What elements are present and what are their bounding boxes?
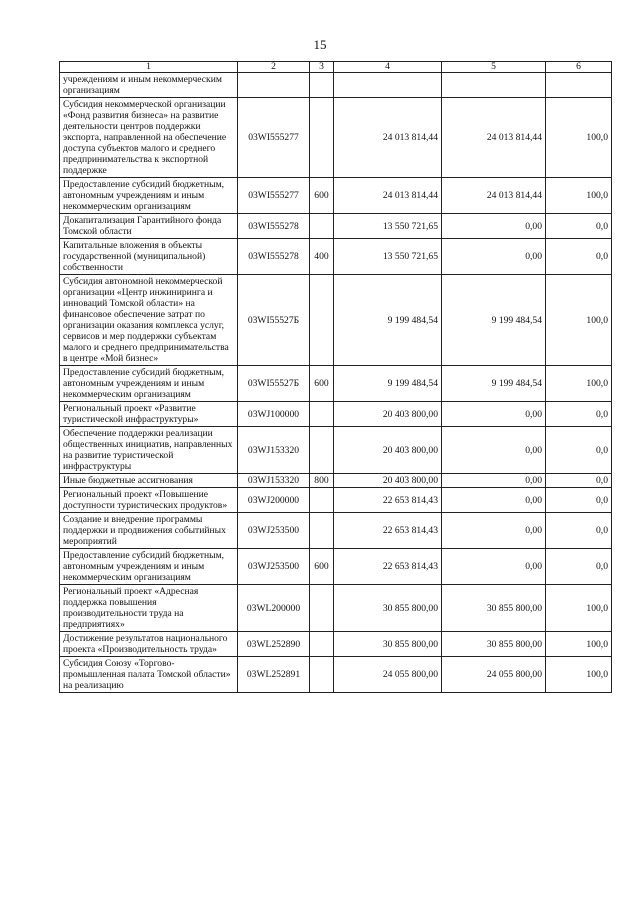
row-percent: 100,0 xyxy=(546,632,612,657)
table-row xyxy=(60,275,612,366)
header-col-3: 3 xyxy=(310,62,334,73)
row-fact: 9 199 484,54 xyxy=(442,275,546,366)
row-type xyxy=(310,632,334,657)
table-row xyxy=(60,366,612,402)
row-name: Региональный проект «Адресная поддержка повышения производительности труда на предприятиях» xyxy=(60,585,238,632)
table-row xyxy=(60,513,612,549)
table-row xyxy=(60,98,612,178)
row-type xyxy=(310,275,334,366)
row-percent: 0,0 xyxy=(546,402,612,427)
row-name: Субсидия автономной некоммерческой организации «Центр инжиниринга и инноваций Томской области» на финансовое обеспечение затрат по организации оказания комплекса услуг, сервисов и мер поддержки субъектам малого и среднего предпринимательства в центре «Мой бизнес» xyxy=(60,275,238,366)
row-fact: 0,00 xyxy=(442,488,546,513)
header-col-2: 2 xyxy=(238,62,310,73)
row-name: Иные бюджетные ассигнования xyxy=(60,474,238,488)
row-type xyxy=(310,657,334,693)
header-col-1: 1 xyxy=(60,62,238,73)
row-code: 03WJ253500 xyxy=(238,549,310,585)
row-name: Обеспечение поддержки реализации общественных инициатив, направленных на развитие туристической инфраструктуры xyxy=(60,427,238,474)
row-name: Региональный проект «Развитие туристической инфраструктуры» xyxy=(60,402,238,427)
row-fact: 0,00 xyxy=(442,513,546,549)
row-code: 03WJ253500 xyxy=(238,513,310,549)
row-percent xyxy=(546,73,612,98)
row-plan: 13 550 721,65 xyxy=(334,214,442,239)
row-type xyxy=(310,585,334,632)
header-col-5: 5 xyxy=(442,62,546,73)
row-plan: 20 403 800,00 xyxy=(334,402,442,427)
row-percent: 100,0 xyxy=(546,178,612,214)
row-percent: 0,0 xyxy=(546,549,612,585)
header-col-4: 4 xyxy=(334,62,442,73)
table-row xyxy=(60,178,612,214)
row-plan: 9 199 484,54 xyxy=(334,275,442,366)
row-type xyxy=(310,488,334,513)
row-code: 03WL252890 xyxy=(238,632,310,657)
row-code: 03WJ200000 xyxy=(238,488,310,513)
row-fact: 30 855 800,00 xyxy=(442,585,546,632)
row-percent: 100,0 xyxy=(546,657,612,693)
row-code: 03WI555277 xyxy=(238,98,310,178)
row-fact: 24 013 814,44 xyxy=(442,98,546,178)
row-fact: 9 199 484,54 xyxy=(442,366,546,402)
row-plan: 30 855 800,00 xyxy=(334,632,442,657)
row-fact: 0,00 xyxy=(442,214,546,239)
row-fact: 0,00 xyxy=(442,474,546,488)
table-row xyxy=(60,632,612,657)
row-name: Субсидия некоммерческой организации «Фонд развития бизнеса» на развитие деятельности центров поддержки экспорта, направленной на обеспечение доступа субъектов малого и среднего предпринимательства к экспортной поддержке xyxy=(60,98,238,178)
row-name: Достижение результатов национального проекта «Производительность труда» xyxy=(60,632,238,657)
row-name: Региональный проект «Повышение доступности туристических продуктов» xyxy=(60,488,238,513)
row-name: Предоставление субсидий бюджетным, автономным учреждениям и иным некоммерческим организациям xyxy=(60,366,238,402)
row-percent: 100,0 xyxy=(546,585,612,632)
table-row xyxy=(60,549,612,585)
row-name: Предоставление субсидий бюджетным, автономным учреждениям и иным некоммерческим организациям xyxy=(60,549,238,585)
row-fact xyxy=(442,73,546,98)
row-percent: 0,0 xyxy=(546,488,612,513)
row-percent: 100,0 xyxy=(546,366,612,402)
row-name: Предоставление субсидий бюджетным, автономным учреждениям и иным некоммерческим организациям xyxy=(60,178,238,214)
row-plan: 9 199 484,54 xyxy=(334,366,442,402)
row-code: 03WL252891 xyxy=(238,657,310,693)
row-plan: 24 013 814,44 xyxy=(334,98,442,178)
row-type xyxy=(310,98,334,178)
row-type: 400 xyxy=(310,239,334,275)
row-type xyxy=(310,427,334,474)
table-row xyxy=(60,402,612,427)
row-fact: 0,00 xyxy=(442,239,546,275)
row-type: 800 xyxy=(310,474,334,488)
row-percent: 0,0 xyxy=(546,427,612,474)
row-percent: 0,0 xyxy=(546,474,612,488)
table-row xyxy=(60,214,612,239)
row-code: 03WI55527Б xyxy=(238,275,310,366)
row-code: 03WJ100000 xyxy=(238,402,310,427)
table-row xyxy=(60,474,612,488)
row-percent: 0,0 xyxy=(546,239,612,275)
row-percent: 100,0 xyxy=(546,98,612,178)
row-name: Создание и внедрение программы поддержки и продвижения событийных мероприятий xyxy=(60,513,238,549)
row-fact: 30 855 800,00 xyxy=(442,632,546,657)
row-plan: 22 653 814,43 xyxy=(334,513,442,549)
row-fact: 24 013 814,44 xyxy=(442,178,546,214)
row-type: 600 xyxy=(310,366,334,402)
row-code: 03WI555277 xyxy=(238,178,310,214)
row-fact: 0,00 xyxy=(442,427,546,474)
row-fact: 24 055 800,00 xyxy=(442,657,546,693)
row-type xyxy=(310,513,334,549)
row-fact: 0,00 xyxy=(442,549,546,585)
row-name: Докапитализация Гарантийного фонда Томской области xyxy=(60,214,238,239)
row-type: 600 xyxy=(310,549,334,585)
table-row xyxy=(60,657,612,693)
row-percent: 0,0 xyxy=(546,513,612,549)
table-row xyxy=(60,585,612,632)
table-row xyxy=(60,427,612,474)
row-code: 03WI555278 xyxy=(238,214,310,239)
row-code xyxy=(238,73,310,98)
row-code: 03WJ153320 xyxy=(238,427,310,474)
row-plan: 24 055 800,00 xyxy=(334,657,442,693)
page-number: 15 xyxy=(313,37,327,52)
row-plan: 22 653 814,43 xyxy=(334,549,442,585)
row-plan: 30 855 800,00 xyxy=(334,585,442,632)
header-row xyxy=(60,62,612,73)
header-col-6: 6 xyxy=(546,62,612,73)
row-name: Субсидия Союзу «Торгово-промышленная палата Томской области» на реализацию xyxy=(60,657,238,693)
table-row xyxy=(60,488,612,513)
row-type: 600 xyxy=(310,178,334,214)
row-plan: 20 403 800,00 xyxy=(334,427,442,474)
row-percent: 0,0 xyxy=(546,214,612,239)
table-row xyxy=(60,239,612,275)
row-percent: 100,0 xyxy=(546,275,612,366)
row-plan: 24 013 814,44 xyxy=(334,178,442,214)
row-name: Капитальные вложения в объекты государственной (муниципальной) собственности xyxy=(60,239,238,275)
row-plan: 20 403 800,00 xyxy=(334,474,442,488)
budget-table xyxy=(59,61,612,693)
table-row xyxy=(60,73,612,98)
row-type xyxy=(310,402,334,427)
row-code: 03WI555278 xyxy=(238,239,310,275)
row-code: 03WL200000 xyxy=(238,585,310,632)
row-fact: 0,00 xyxy=(442,402,546,427)
row-plan: 22 653 814,43 xyxy=(334,488,442,513)
row-plan: 13 550 721,65 xyxy=(334,239,442,275)
row-type xyxy=(310,214,334,239)
row-code: 03WI55527Б xyxy=(238,366,310,402)
row-plan xyxy=(334,73,442,98)
row-code: 03WJ153320 xyxy=(238,474,310,488)
row-name: учреждениям и иным некоммерческим организациям xyxy=(60,73,238,98)
row-type xyxy=(310,73,334,98)
